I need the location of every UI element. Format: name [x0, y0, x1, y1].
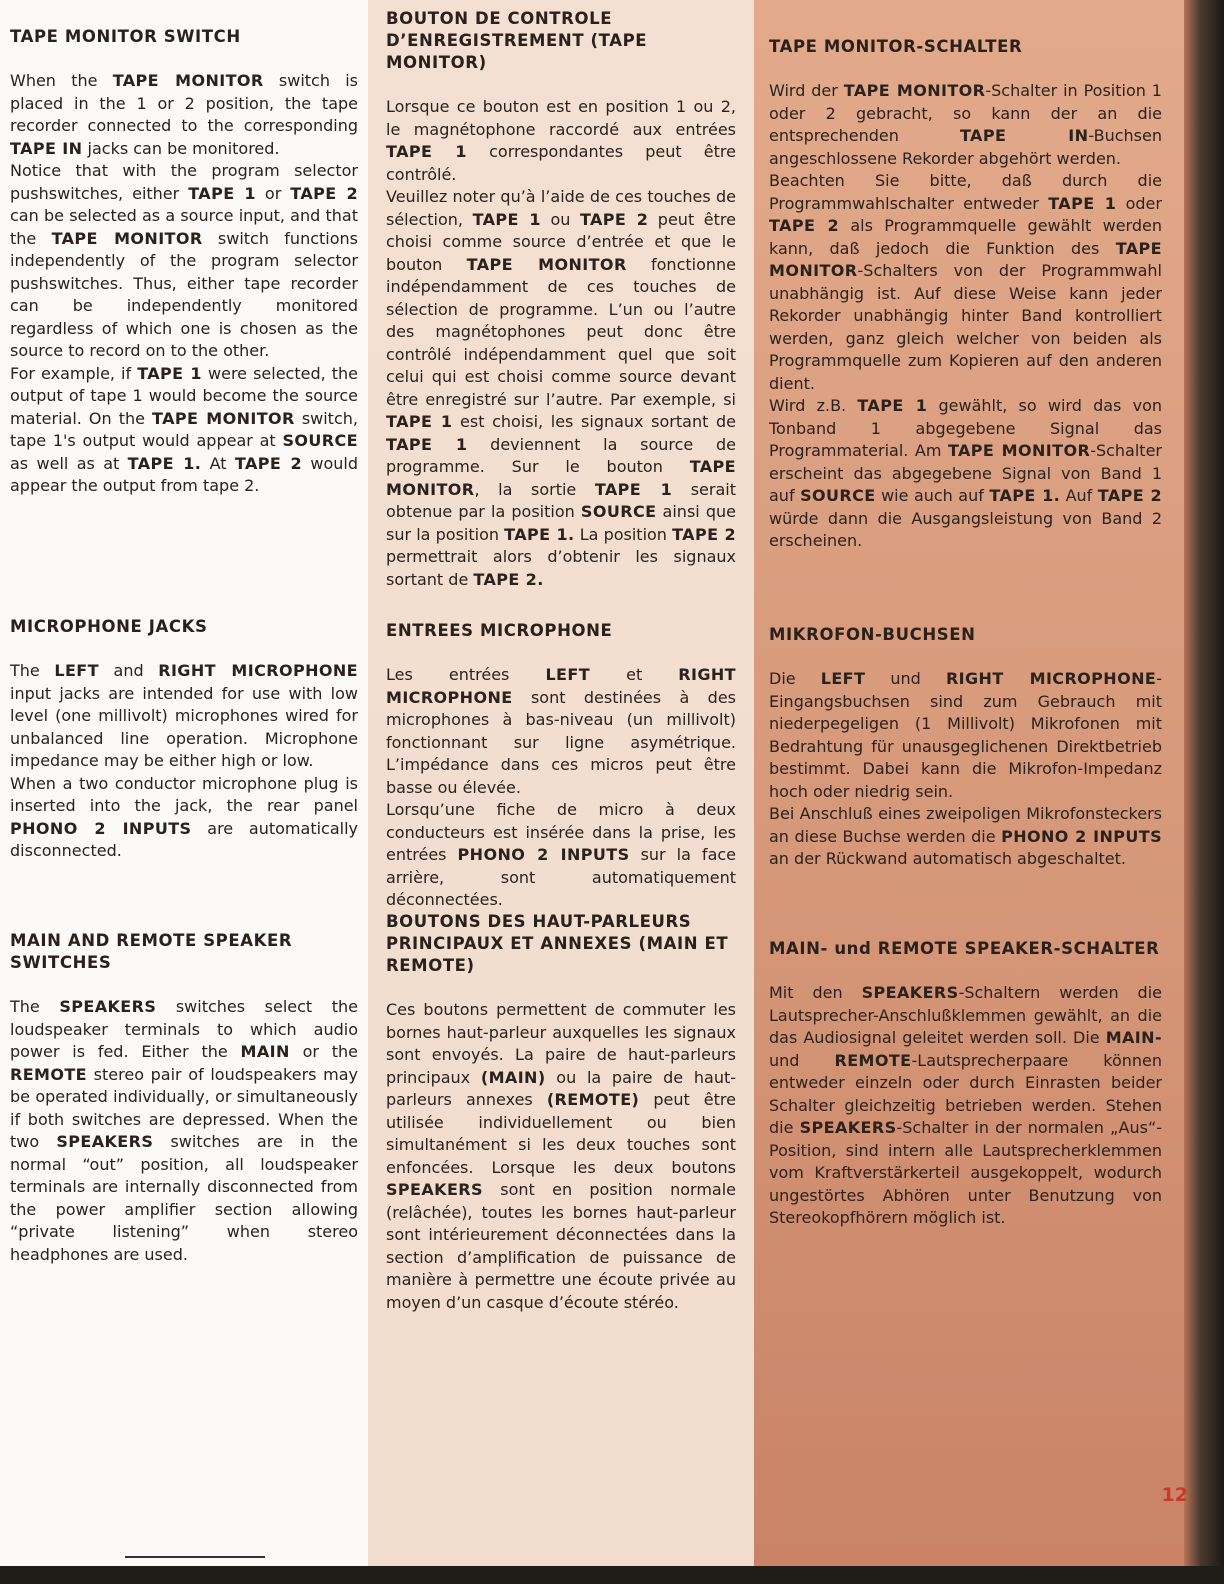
- paragraph: Die LEFT und RIGHT MICROPHONE-Eingangsbuchsen sind zum Gebrauch mit niederpegeligen (1 Millivolt) Mikrofonen mit Bedrahtung für unausgeglichenen Direktbetrieb bestimmt. Dabei kann die Mikrofon-Impedanz hoch oder niedrig sein.: [769, 669, 1162, 801]
- emphasis: PHONO 2 INPUTS: [1001, 826, 1162, 846]
- section-heading: MAIN AND REMOTE SPEAKER SWITCHES: [10, 931, 293, 972]
- emphasis: TAPE IN: [10, 138, 83, 158]
- paragraph: Wird z.B. TAPE 1 gewählt, so wird das von Tonband 1 abgegebene Signal das Programmaterial. Am TAPE MONITOR-Schalter erscheint das abgegebene Signal von Band 1 auf SOURCE wie auch auf TAPE 1. Auf TAPE 2 würde dann die Ausgangsleistung von Band 2 erscheinen.: [769, 396, 1163, 550]
- emphasis: LEFT: [545, 665, 591, 684]
- emphasis: LEFT: [54, 661, 99, 680]
- emphasis: TAPE 1: [188, 183, 256, 203]
- emphasis: TAPE 1.: [989, 486, 1061, 505]
- emphasis: SPEAKERS: [56, 1132, 154, 1151]
- paragraph: When a two conductor microphone plug is inserted into the jack, the rear panel PHONO 2 INPUTS are automatically disconnected.: [10, 773, 358, 860]
- section-heading: MAIN- und REMOTE SPEAKER-SCHALTER: [769, 939, 1160, 958]
- emphasis: SOURCE: [580, 502, 657, 521]
- section-heading: MICROPHONE JACKS: [10, 617, 208, 636]
- emphasis: TAPE 2: [769, 216, 840, 235]
- emphasis: PHONO 2 INPUTS: [10, 818, 192, 838]
- emphasis: LEFT: [820, 669, 866, 688]
- emphasis: REMOTE: [834, 1050, 912, 1070]
- emphasis: TAPE 1: [137, 363, 202, 383]
- section-heading: TAPE MONITOR-SCHALTER: [769, 37, 1023, 56]
- speakers-section-fr: [386, 911, 736, 1314]
- emphasis: TAPE MONITOR: [843, 81, 986, 100]
- section-heading: BOUTONS DES HAUT-PARLEURS PRINCIPAUX ET ANNEXES (MAIN ET REMOTE): [386, 912, 729, 975]
- emphasis: TAPE MONITOR: [51, 228, 203, 248]
- emphasis: TAPE MONITOR: [152, 408, 295, 428]
- paragraph: Beachten Sie bitte, daß durch die Programmwahlschalter entweder TAPE 1 oder TAPE 2 als Programmquelle gewählt werden kann, daß jedoch die Funktion des TAPE MONITOR-Schalters von der Programmwahl unabhängig ist. Auf diese Weise kann jeder Rekorder unabhängig hinter Band kontrolliert werden, ganz gleich welcher von beiden als Programmquelle zum Kopieren auf den anderen dient.: [769, 171, 1162, 393]
- paragraph: Bei Anschluß eines zweipoligen Mikrofonsteckers an diese Buchse werden die PHONO 2 INPUTS an der Rückwand automatisch abgeschaltet.: [769, 804, 1162, 868]
- paragraph: The SPEAKERS switches select the loudspeaker terminals to which audio power is fed. Either the MAIN or the REMOTE stereo pair of loudspeakers may be operated individually, or simultaneously if both switches are depressed. When the two SPEAKERS switches are in the normal “out” position, all loudspeaker terminals are internally disconnected from the power amplifier section allowing “private listening” when stereo headphones are used.: [10, 997, 359, 1264]
- microphone-section-en: [10, 616, 358, 863]
- emphasis: TAPE 1.: [127, 453, 202, 473]
- emphasis: TAPE 1: [594, 479, 673, 499]
- emphasis: TAPE MONITOR: [386, 457, 736, 499]
- emphasis: MAIN: [240, 1042, 290, 1061]
- page-number: 12: [1161, 1484, 1188, 1506]
- page-bottom-edge: [0, 1566, 1224, 1584]
- emphasis: TAPE 1: [857, 396, 928, 415]
- emphasis: PHONO 2 INPUTS: [457, 845, 630, 864]
- paragraph: The LEFT and RIGHT MICROPHONE input jacks are intended for use with low level (one millivolt) microphones wired for unbalanced line operation. Microphone impedance may be either high or low.: [10, 661, 359, 770]
- tape-monitor-section-fr: [386, 8, 736, 591]
- emphasis: TAPE MONITOR: [466, 254, 627, 274]
- emphasis: TAPE 1: [386, 142, 467, 161]
- emphasis: (REMOTE): [546, 1090, 640, 1109]
- paragraph: Lorsqu’une fiche de micro à deux conducteurs est insérée dans la prise, les entrées PHONO 2 INPUTS sur la face arrière, sont automatiquement déconnectées.: [386, 800, 737, 909]
- divider: [125, 1556, 265, 1558]
- book-spine-shadow: [1184, 0, 1224, 1584]
- emphasis: RIGHT MICROPHONE: [945, 669, 1157, 688]
- emphasis: TAPE 1.: [504, 524, 575, 544]
- emphasis: RIGHT MICROPHONE: [158, 661, 359, 680]
- microphone-section-de: [769, 624, 1162, 871]
- microphone-section-fr: [386, 620, 736, 912]
- speakers-section-en: [10, 930, 358, 1266]
- emphasis: TAPE 2: [672, 524, 736, 544]
- emphasis: MAIN-: [1105, 1028, 1162, 1047]
- emphasis: SPEAKERS: [861, 983, 959, 1002]
- emphasis: TAPE MONITOR: [112, 71, 264, 90]
- emphasis: TAPE 2: [234, 453, 303, 473]
- german-column: [754, 0, 1184, 1584]
- paragraph: Notice that with the program selector pushswitches, either TAPE 1 or TAPE 2 can be selected as a source input, and that the TAPE MONITOR switch functions independently of the program selector pushswitches. Thus, either tape recorder can be independently monitored regardless of which one is chosen as the source to record on to the other.: [10, 161, 358, 360]
- emphasis: SPEAKERS: [59, 997, 157, 1016]
- emphasis: REMOTE: [10, 1064, 88, 1084]
- section-heading: TAPE MONITOR SWITCH: [10, 27, 241, 46]
- paragraph: When the TAPE MONITOR switch is placed in the 1 or 2 position, the tape recorder connected to the corresponding TAPE IN jacks can be monitored.: [10, 71, 359, 158]
- paragraph: Lorsque ce bouton est en position 1 ou 2, le magnétophone raccordé aux entrées TAPE 1 correspondantes peut être contrôlé.: [386, 97, 736, 184]
- speakers-section-de: [769, 938, 1162, 1230]
- emphasis: RIGHT MICROPHONE: [386, 665, 736, 707]
- emphasis: SOURCE: [800, 486, 876, 505]
- emphasis: TAPE 2: [290, 183, 358, 203]
- emphasis: TAPE 2: [1097, 486, 1163, 505]
- emphasis: SOURCE: [282, 431, 358, 450]
- french-column: [368, 0, 754, 1584]
- section-heading: BOUTON DE CONTROLE D’ENREGISTREMENT (TAPE MONITOR): [386, 9, 648, 72]
- section-heading: MIKROFON-BUCHSEN: [769, 625, 976, 644]
- emphasis: TAPE 1: [1048, 193, 1117, 213]
- paragraph: Les entrées LEFT et RIGHT MICROPHONE sont destinées à des microphones à bas-niveau (un millivolt) fonctionnant sur ligne asymétrique. L’impédance dans ces micros peut être basse ou élevée.: [386, 665, 736, 797]
- paragraph: Wird der TAPE MONITOR-Schalter in Position 1 oder 2 gebracht, so kann der an die entsprechenden TAPE IN-Buchsen angeschlossene Rekorder abgehört werden.: [769, 81, 1162, 168]
- paragraph: Mit den SPEAKERS-Schaltern werden die Lautsprecher-Anschlußklemmen gewählt, an die das Audiosignal geleitet werden soll. Die MAIN- und REMOTE-Lautsprecherpaare können entweder einzeln oder durch Einrasten beider Schalter gleichzeitig betrieben werden. Stehen die SPEAKERS-Schalter in der normalen „Aus“-Position, sind intern alle Lautsprecherklemmen vom Kraftverstärkerteil ausgekoppelt, wodurch ungestörtes Abhören unter Benutzung von Stereokopfhörern möglich ist.: [769, 983, 1163, 1227]
- paragraph: For example, if TAPE 1 were selected, the output of tape 1 would become the source material. On the TAPE MONITOR switch, tape 1's output would appear at SOURCE as well as at TAPE 1. At TAPE 2 would appear the output from tape 2.: [10, 363, 358, 495]
- emphasis: TAPE 1: [386, 434, 468, 454]
- emphasis: SPEAKERS: [386, 1180, 483, 1199]
- tape-monitor-section-de: [769, 36, 1162, 553]
- paragraph: Veuillez noter qu’à l’aide de ces touches de sélection, TAPE 1 ou TAPE 2 peut être choisi comme source d’entrée et que le bouton TAPE MONITOR fonctionne indépendamment de ces touches de sélection de programme. L’un ou l’autre des magnétophones peut donc être contrôlé indépendamment quel que soit celui qui est choisi comme source devant être enregistré sur l’autre. Par exemple, si TAPE 1 est choisi, les signaux sortant de TAPE 1 deviennent la source de programme. Sur le bouton TAPE MONITOR, la sortie TAPE 1 serait obtenue par la position SOURCE ainsi que sur la position TAPE 1. La position TAPE 2 permettrait alors d’obtenir les signaux sortant de TAPE 2.: [386, 187, 737, 589]
- emphasis: TAPE 1: [472, 209, 541, 229]
- emphasis: TAPE IN: [959, 126, 1089, 145]
- emphasis: TAPE 1: [386, 412, 453, 431]
- emphasis: TAPE MONITOR: [947, 441, 1091, 460]
- emphasis: SPEAKERS: [799, 1118, 897, 1137]
- emphasis: (MAIN): [480, 1067, 546, 1087]
- emphasis: TAPE 2.: [473, 569, 544, 589]
- emphasis: TAPE 2: [579, 209, 649, 229]
- paragraph: Ces boutons permettent de commuter les bornes haut-parleur auxquelles les signaux sont envoyés. La paire de haut-parleurs principaux (MAIN) ou la paire de haut-parleurs annexes (REMOTE) peut être utilisée individuellement ou bien simultanément si les deux touches sont enfoncées. Lorsque les deux boutons SPEAKERS sont en position normale (relâchée), toutes les bornes haut-parleur sont intérieurement déconnectées dans la section d’amplification de puissance de manière à permettre une écoute privée au moyen d’un casque d’écoute stéréo.: [386, 1000, 737, 1312]
- section-heading: ENTREES MICROPHONE: [386, 621, 613, 640]
- tape-monitor-section-en: [10, 26, 358, 498]
- emphasis: TAPE MONITOR: [769, 238, 1162, 280]
- english-column: [0, 0, 368, 1584]
